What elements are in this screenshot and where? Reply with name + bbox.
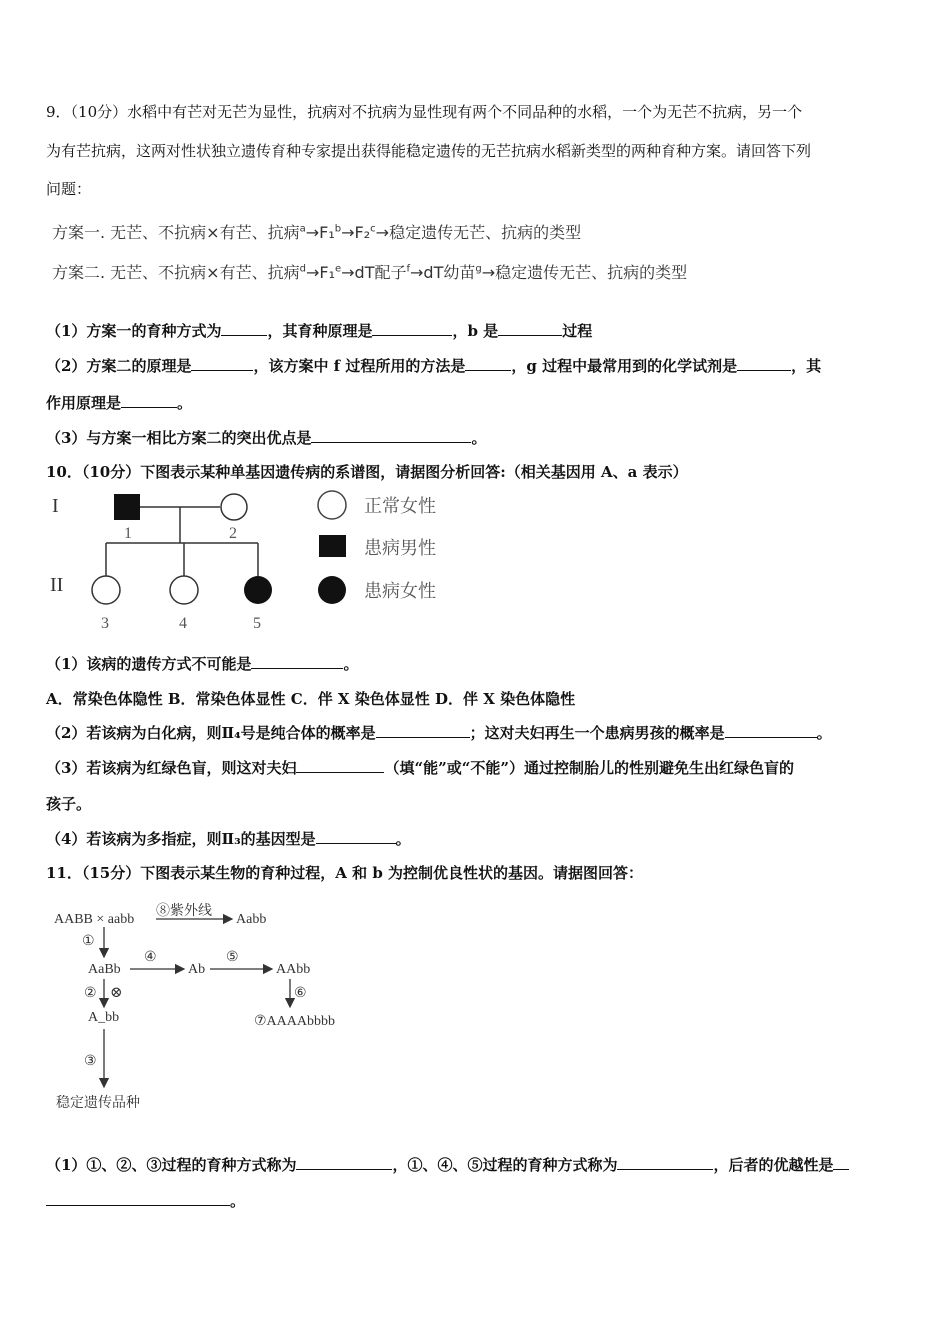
q10-p3: （3）若该病为红绿色盲，则这对夫妇 （填“能”或“不能”）通过控制胎儿的性别避免生出红绿色盲的: [46, 759, 794, 777]
q9-p2: （2）方案二的原理是 ，该方案中 f 过程所用的方法是 ，g 过程中最常用到的化学试剂是 ，其: [46, 357, 822, 375]
q10-p3-line2: 孩子。: [46, 795, 92, 813]
label-I1: 1: [124, 525, 132, 542]
pedigree-diagram: [46, 488, 466, 638]
gen-label-1: I: [52, 495, 59, 517]
individual-II5-affected-female: [244, 576, 272, 604]
individual-II4-normal-female: [170, 576, 198, 604]
individual-II3-normal-female: [92, 576, 120, 604]
label-II3: 3: [101, 615, 109, 632]
q9-p3: （3）与方案一相比方案二的突出优点是 。: [46, 429, 487, 447]
aabb-doubled: AAbb: [276, 962, 311, 977]
selfing-symbol: ⊗: [110, 985, 123, 1001]
legend-normal-female-icon: [318, 491, 346, 519]
q11-p1: （1）①、②、③过程的育种方式称为 ，①、④、⑤过程的育种方式称为 ，后者的优越性是: [46, 1154, 849, 1175]
q9-line2: 为有芒抗病，这两对性状独立遗传育种专家提出获得能稳定遗传的无芒抗病水稻新类型的两种育种方案。请回答下列: [46, 142, 812, 160]
label-I2: 2: [229, 525, 237, 542]
step-3-label: ③: [84, 1054, 97, 1069]
stable-variety: 稳定遗传品种: [56, 1095, 140, 1111]
q10-p1: （1）该病的遗传方式不可能是 。: [46, 655, 359, 673]
q10-p4: （4）若该病为多指症，则Ⅱ₃的基因型是 。: [46, 830, 411, 848]
breeding-diagram: [46, 895, 356, 1115]
q9-p2-line2: 作用原理是 。: [46, 394, 193, 412]
ab-gamete: Ab: [188, 962, 206, 977]
individual-I1-affected-male: [114, 494, 140, 520]
cross-label: AABB × aabb: [54, 912, 135, 927]
label-II5: 5: [253, 615, 261, 632]
gen-label-2: II: [50, 574, 64, 596]
legend-affected-male: 患病男性: [364, 538, 436, 559]
q9-scheme-2: 方案二. 无芒、不抗病×有芒、抗病$^d$→F₁$^e$→dT配子$^f$→dT幼苗$^g$→稳定遗传无芒、抗病的类型: [52, 263, 688, 282]
q9-head: 9．（10分）水稻中有芒对无芒为显性，抗病对不抗病为显性现有两个不同品种的水稻，一个为无芒不抗病，另一个: [46, 103, 803, 121]
label-II4: 4: [179, 615, 187, 632]
q10-options: A．常染色体隐性 B．常染色体显性 C．伴 X 染色体显性 D．伴 X 染色体隐性: [46, 690, 576, 708]
individual-I2-normal-female: [221, 494, 247, 520]
aabb-result: Aabb: [236, 912, 267, 927]
step-6-label: ⑥: [294, 986, 307, 1001]
q11-p1-line2: 。: [46, 1190, 245, 1211]
q10-head: 10．（10分）下图表示某种单基因遗传病的系谱图，请据图分析回答:（相关基因用 A、a 表示）: [46, 463, 688, 481]
legend-affected-female-icon: [318, 576, 346, 604]
step-5-label: ⑤: [226, 950, 239, 965]
legend-affected-male-icon: [319, 535, 346, 557]
q9-p1: （1）方案一的育种方式为 ，其育种原理是 ，b 是 过程: [46, 322, 593, 340]
step-2-label: ②: [84, 986, 97, 1001]
q11-head: 11．（15分）下图表示某生物的育种过程，A 和 b 为控制优良性状的基因。请据图回答：: [46, 864, 644, 882]
step-1-label: ①: [82, 934, 95, 949]
legend-affected-female: 患病女性: [364, 581, 436, 602]
step-4-label: ④: [144, 950, 157, 965]
a-bb-genotype: A_bb: [88, 1010, 120, 1025]
step-7-result: ⑦AAAAbbbb: [254, 1014, 335, 1029]
step-8-label: ⑧紫外线: [156, 904, 212, 919]
q10-p2: （2）若该病为白化病，则Ⅱ₄号是纯合体的概率是 ；这对夫妇再生一个患病男孩的概率是 。: [46, 724, 832, 742]
q9-line3: 问题：: [46, 180, 92, 198]
q9-scheme-1: 方案一. 无芒、不抗病×有芒、抗病$^a$→F₁$^b$→F₂$^c$→稳定遗传无芒、抗病的类型: [52, 223, 582, 242]
aabb-f1: AaBb: [88, 962, 121, 977]
legend-normal-female: 正常女性: [364, 496, 436, 517]
